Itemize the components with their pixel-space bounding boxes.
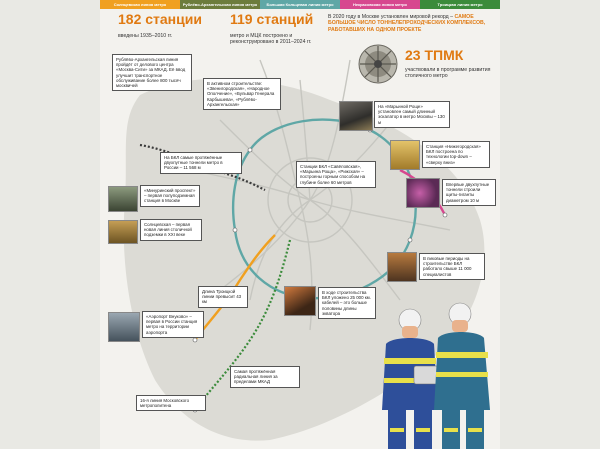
- legend-rublevo: Рублёво-Архангельская линия метро: [180, 0, 260, 9]
- station-photo-minskaya: [108, 186, 138, 212]
- callout-peak-workers: В пиковые периоды на строительстве БКЛ работало свыше 11 000 специалистов: [419, 253, 485, 280]
- callout-radial: Самая протяжённая радиальная линия за пределами МКАД: [230, 366, 300, 388]
- legend-bkl: Большая Кольцевая линия метро: [260, 0, 340, 9]
- escalator-photo: [339, 101, 373, 131]
- workers-photo: [387, 252, 417, 282]
- record-intro: В 2020 году в Москве установлен мировой рекорд –: [328, 14, 454, 20]
- callout-minurinsky: «Минуринский проспект» – первая полуподземная станция в Москве: [140, 185, 200, 207]
- callout-construction: В активном строительстве: «Звенигородская», «Народное Ополчение», «Бульвар Генерала Карбышева», «Рублёво-Архангельская»: [203, 78, 281, 110]
- callout-double-tunnels: Впервые двухпутные тоннели строили щиты-гиганты диаметром 10 м: [442, 179, 496, 206]
- stat-182-caption: введены 1935–2010 гг.: [118, 33, 173, 39]
- legend-solntsevskaya: Солнцевская линия метро: [100, 0, 180, 9]
- stat-182-stations: 182 станции: [118, 11, 202, 27]
- workers-illustration: [362, 300, 500, 449]
- callout-maryina-roshcha: На «Марьиной Роще» установлен самый длинный эскалатор в метро Москвы – 130 м: [374, 101, 450, 128]
- legend-nekrasovskaya: Некрасовская линия метро: [340, 0, 420, 9]
- callout-nizhegorodskaya: Станция «Нижегородская» БКЛ построена по технологии top-down – «сверху вниз»: [422, 141, 490, 168]
- stat-23-tpmk: 23 ТПМК: [405, 47, 464, 63]
- record-highlight: САМОЕ БОЛЬШОЕ ЧИСЛО ТОННЕЛЕПРОХОДЧЕСКИХ КОМПЛЕКСОВ, РАБОТАВШИХ НА ОДНОМ ПРОЕКТЕ: [328, 14, 486, 33]
- callout-rublevo: Рублёво-Архангельская линия пройдёт от делового центра «Москва-Сити» за МКАД. Её ввод улучшит транспортное обслуживание более 800 тысяч москвичей: [112, 54, 192, 91]
- tunnel-boring-machine-icon: [358, 44, 398, 84]
- station-photo-solntsevo: [108, 220, 138, 244]
- callout-bkl-tunnels: На БКЛ самые протяжённые двухпутные тоннели метро в России – 11 568 м: [160, 152, 242, 174]
- stat-119-stations: 119 станций: [230, 11, 314, 27]
- stat-tpmk-caption: участвовали в программе развития столичного метро: [405, 67, 491, 80]
- record-text: [328, 14, 498, 33]
- callout-solntsevskaya: Солнцевская – первая новая линия столичной подземки в XXI веке: [140, 219, 202, 241]
- callout-bkl-stations: Станции БКЛ «Савёловская», «Марьина Роща», «Рижская» – построены горным способом на глубине более 60 метров: [296, 161, 376, 188]
- tunnel-photo: [406, 178, 440, 208]
- infographic-poster: [100, 0, 500, 449]
- station-photo-nizhegorodskaya: [390, 140, 420, 170]
- callout-troitskaya: Длина Троицкой линии превысит 43 км: [198, 286, 248, 308]
- cables-photo: [284, 286, 316, 316]
- station-photo-vnukovo: [108, 312, 140, 342]
- callout-line-16: 16-я линия Московского метрополитена: [136, 395, 206, 411]
- callout-cables: В ходе строительства БКЛ уложено 25 000 км. кабелей – это больше половины длины экватора: [318, 287, 376, 319]
- stat-119-caption: метро и МЦК построено и реконструировано в 2011–2024 гг.: [230, 33, 312, 46]
- callout-vnukovo: «Аэропорт Внуково» – первая в России станция метро на территории аэропорта: [142, 311, 204, 338]
- legend-troitskaya: Троицкая линия метро: [420, 0, 500, 9]
